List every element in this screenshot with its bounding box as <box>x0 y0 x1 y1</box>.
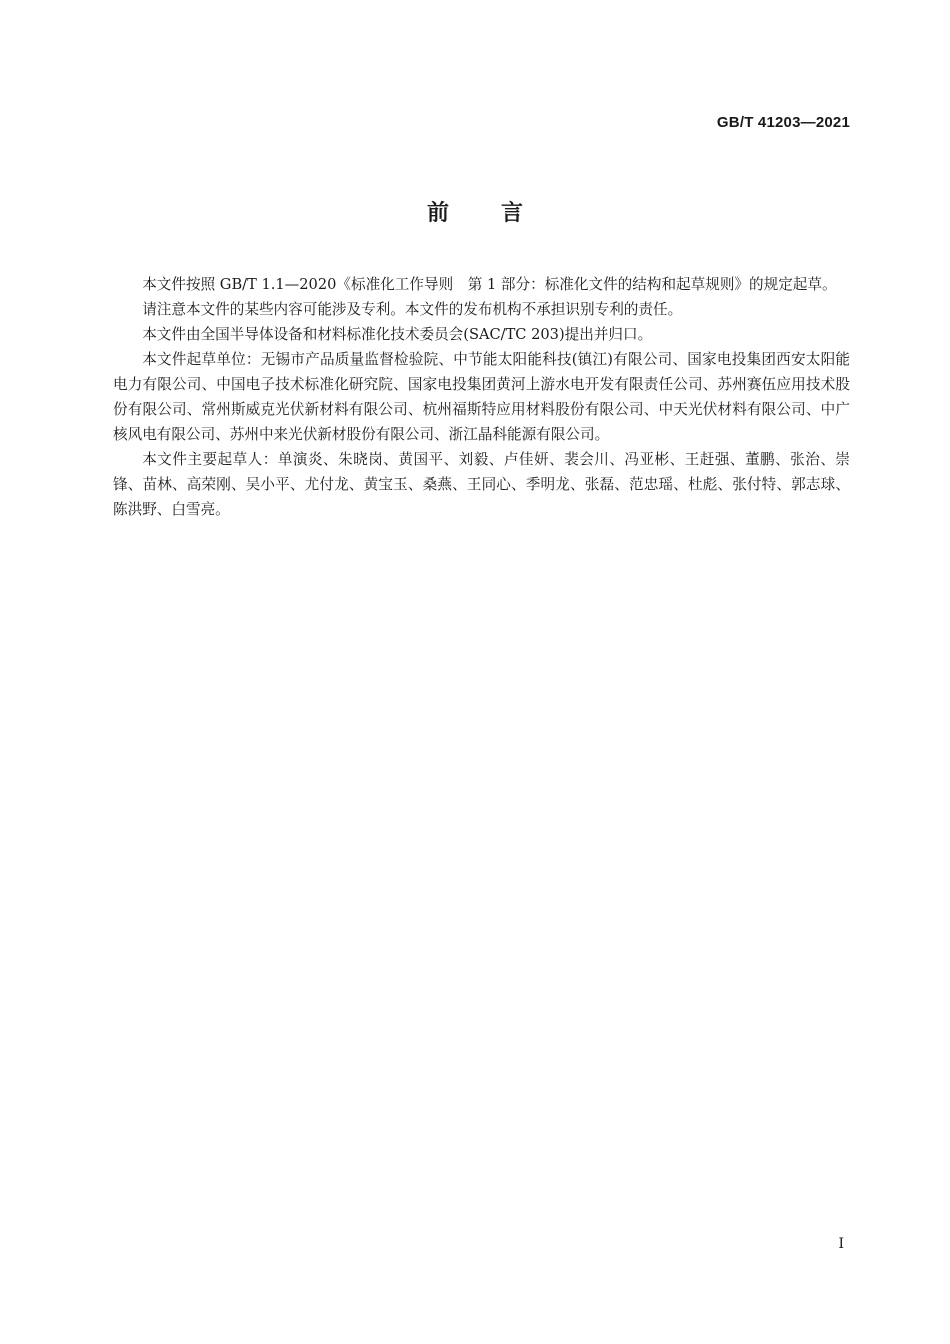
title-char-1: 前 <box>426 201 449 226</box>
page-title <box>0 196 950 227</box>
paragraph-drafting-units: 本文件起草单位：无锡市产品质量监督检验院、中节能太阳能科技(镇江)有限公司、国家电投集团西安太阳能电力有限公司、中国电子技术标准化研究院、国家电投集团黄河上游水电开发有限责任公司、苏州赛伍应用技术股份有限公司、常州斯威克光伏新材料有限公司、杭州福斯特应用材料股份有限公司、中天光伏材料有限公司、中广核风电有限公司、苏州中来光伏新材股份有限公司、浙江晶科能源有限公司。 <box>113 351 850 443</box>
paragraph-drafters: 本文件主要起草人：单演炎、朱晓岗、黄国平、刘毅、卢佳妍、裴会川、冯亚彬、王赶强、董鹏、张治、崇锋、苗林、高荣刚、吴小平、尤付龙、黄宝玉、桑燕、王同心、季明龙、张磊、范忠瑶、杜彪、张付特、郭志球、陈洪野、白雪亮。 <box>113 451 850 518</box>
standard-code: GB/T 41203—2021 <box>716 114 850 131</box>
foreword-body <box>113 272 850 522</box>
title-char-2: 言 <box>501 201 524 226</box>
paragraph-proposer: 本文件由全国半导体设备和材料标准化技术委员会(SAC/TC 203)提出并归口。 <box>142 326 653 343</box>
paragraph-patent-notice: 请注意本文件的某些内容可能涉及专利。本文件的发布机构不承担识别专利的责任。 <box>142 301 683 318</box>
paragraph-drafting-rules: 本文件按照 GB/T 1.1—2020《标准化工作导则 第 1 部分：标准化文件的结构和起草规则》的规定起草。 <box>142 276 837 293</box>
page-number: I <box>838 1236 844 1252</box>
